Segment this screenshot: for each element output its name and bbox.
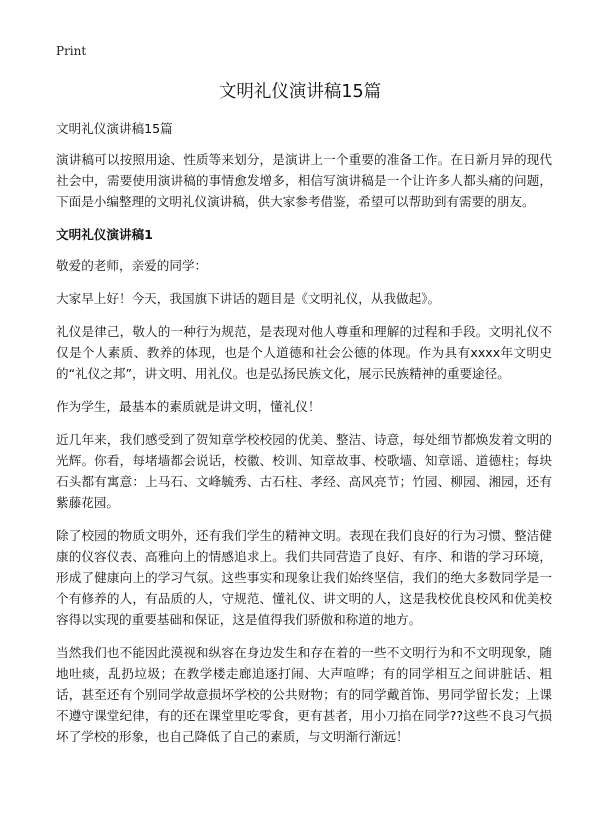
intro-paragraph: 演讲稿可以按照用途、性质等来划分，是演讲上一个重要的准备工作。在日新月异的现代社会中，需要使用演讲稿的事情愈发增多，相信写演讲稿是一个让许多人都头痛的问题，下面是小编整理的文明礼仪演讲稿，供大家参考借鉴，希望可以帮助到有需要的朋友。 xyxy=(56,152,552,209)
paragraph-campus-beauty: 近几年来，我们感受到了贺知章学校校园的优美、整洁、诗意，每处细节都焕发着文明的光辉。你看，每堵墙都会说话，校徽、校训、知章故事、校歌墙、知章谣、道德柱；每块石头都有寓意：上马石、文峰毓秀、古石柱、孝经、高风亮节；竹园、柳园、湘园，还有紫藤花园。 xyxy=(56,432,552,510)
paragraph-student-quality: 作为学生，最基本的素质就是讲文明，懂礼仪！ xyxy=(56,399,321,414)
paragraph-uncivil-behavior: 当然我们也不能因此漠视和纵容在身边发生和存在着的一些不文明行为和不文明现象，随地吐痰，乱扔垃圾；在教学楼走廊追逐打闹、大声喧哗；有的同学相互之间讲脏话、粗话，甚至还有个别同学故意损坏学校的公共财物；有的同学戴首饰、男同学留长发；上课不遵守课堂纪律，有的还在课堂里吃零食，更有甚者，用小刀掐在同学??这些不良习气损坏了学校的形象，也自己降低了自己的素质，与文明渐行渐远！ xyxy=(56,645,552,744)
document-body xyxy=(56,118,552,759)
paragraph-greeting: 敬爱的老师，亲爱的同学： xyxy=(56,258,208,273)
document-subtitle: 文明礼仪演讲稿15篇 xyxy=(56,121,173,136)
paragraph-etiquette-definition: 礼仪是律己，敬人的一种行为规范，是表现对他人尊重和理解的过程和手段。文明礼仪不仅是个人素质、教养的体现，也是个人道德和社会公德的体现。作为具有xxxx年文明史的“礼仪之邦”，讲文明、用礼仪。也是弘扬民族文化，展示民族精神的重要途径。 xyxy=(56,324,552,381)
paragraph-spiritual-civility: 除了校园的物质文明外，还有我们学生的精神文明。表现在我们良好的行为习惯、整洁健康的仪容仪表、高雅向上的情感追求上。我们共同营造了良好、有序、和谐的学习环境，形成了健康向上的学习气氛。这些事实和现象让我们始终坚信，我们的绝大多数同学是一个有修养的人，有品质的人，守规范、懂礼仪、讲文明的人，这是我校优良校风和优美校容得以实现的重要基础和保证，这是值得我们骄傲和称道的地方。 xyxy=(56,528,552,627)
document-title: 文明礼仪演讲稿15篇 xyxy=(218,82,382,102)
paragraph-topic: 大家早上好！今天，我国旗下讲话的题目是《文明礼仪，从我做起》。 xyxy=(56,291,441,306)
section-heading: 文明礼仪演讲稿1 xyxy=(56,227,153,242)
print-link[interactable]: Print xyxy=(56,44,87,58)
